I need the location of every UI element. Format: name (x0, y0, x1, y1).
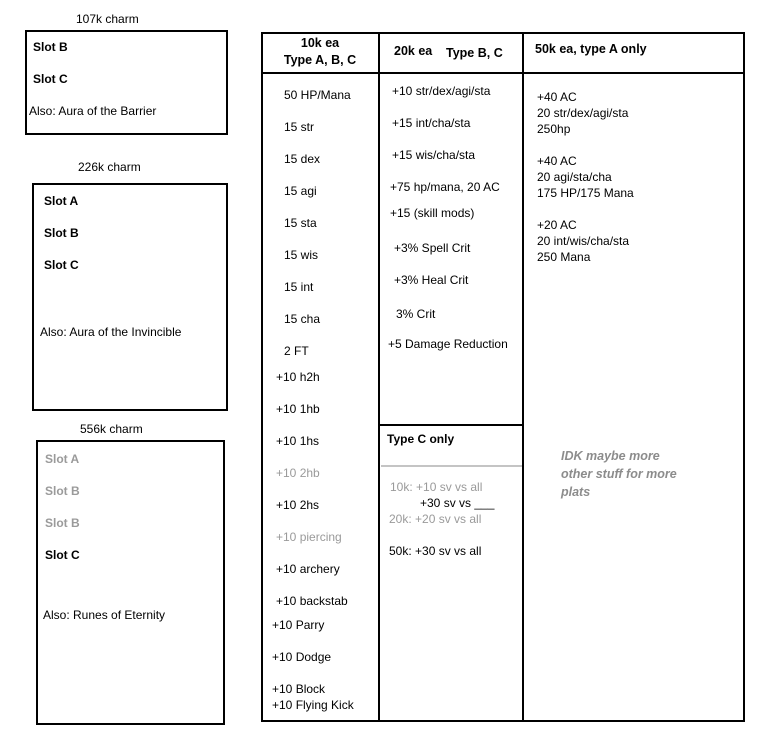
stat-item: +10 h2h (276, 370, 320, 384)
slot-label: Slot A (44, 194, 79, 208)
col-10k-header-1: 10k ea (300, 36, 340, 50)
table-frame (261, 32, 745, 722)
typec-sub-line (381, 465, 522, 467)
stat-item: +10 2hs (276, 498, 320, 512)
typec-item: 10k: +10 sv vs all (390, 480, 483, 494)
typec-item: 20k: +20 sv vs all (389, 512, 482, 526)
aura-text: Also: Aura of the Barrier (29, 104, 157, 118)
bonus-line: 250 Mana (537, 250, 591, 264)
col-20k-header-2: Type B, C (446, 46, 503, 60)
stat-item: +10 Block (272, 682, 326, 696)
col-10k-header-2: Type A, B, C (283, 53, 357, 67)
stat-item: +10 backstab (276, 594, 348, 608)
slot-label: Slot B (45, 484, 80, 498)
charm-box (32, 183, 228, 411)
stat-item: +15 wis/cha/sta (392, 148, 476, 162)
idk-note-line: other stuff for more (561, 467, 677, 481)
charm-title: 107k charm (76, 12, 139, 26)
bonus-line: 20 agi/sta/cha (537, 170, 612, 184)
stat-item: +10 1hs (276, 434, 320, 448)
charm-title: 556k charm (80, 422, 143, 436)
stat-item: 15 sta (284, 216, 317, 230)
stat-item: 15 int (284, 280, 314, 294)
slot-label: Slot C (45, 548, 80, 562)
col-20k-header-1: 20k ea (394, 44, 433, 58)
stat-item: 2 FT (284, 344, 309, 358)
stat-item: 3% Crit (396, 307, 436, 321)
typec-header: Type C only (387, 432, 455, 446)
stat-item: 15 agi (284, 184, 317, 198)
idk-note-line: IDK maybe more (561, 449, 660, 463)
stat-item: +10 Flying Kick (272, 698, 354, 712)
bonus-line: +40 AC (537, 90, 577, 104)
typec-item: +30 sv vs ___ (420, 496, 495, 510)
stat-item: +10 archery (276, 562, 340, 576)
slot-label: Slot C (44, 258, 79, 272)
stat-item: +10 str/dex/agi/sta (392, 84, 491, 98)
header-divider (261, 72, 745, 74)
stat-item: +75 hp/mana, 20 AC (390, 180, 500, 194)
stat-item: +15 (skill mods) (390, 206, 475, 220)
bonus-line: +20 AC (537, 218, 577, 232)
stat-item: 15 dex (284, 152, 321, 166)
slot-label: Slot A (45, 452, 80, 466)
typec-top-line (379, 424, 523, 426)
stat-item: +3% Spell Crit (394, 241, 471, 255)
stat-item: 15 cha (284, 312, 321, 326)
stat-item: +3% Heal Crit (394, 273, 469, 287)
col-divider (522, 32, 524, 722)
bonus-line: 20 str/dex/agi/sta (537, 106, 629, 120)
slot-label: Slot B (44, 226, 79, 240)
slot-label: Slot B (33, 40, 68, 54)
stat-item: +10 1hb (276, 402, 320, 416)
stat-item: +10 piercing (276, 530, 342, 544)
stat-item: +10 2hb (276, 466, 320, 480)
stat-item: 15 wis (284, 248, 319, 262)
slot-label: Slot B (45, 516, 80, 530)
charm-title: 226k charm (78, 160, 141, 174)
stat-item: +10 Parry (272, 618, 325, 632)
bonus-line: +40 AC (537, 154, 577, 168)
stat-item: +15 int/cha/sta (392, 116, 471, 130)
stat-item: 50 HP/Mana (284, 88, 351, 102)
aura-text: Also: Runes of Eternity (43, 608, 166, 622)
stat-item: +10 Dodge (272, 650, 332, 664)
stat-item: +5 Damage Reduction (388, 337, 508, 351)
col-divider (378, 32, 380, 722)
col-50k-header: 50k ea, type A only (535, 42, 647, 56)
aura-text: Also: Aura of the Invincible (40, 325, 182, 339)
charm-box (36, 440, 225, 725)
bonus-line: 175 HP/175 Mana (537, 186, 634, 200)
stat-item: 15 str (284, 120, 315, 134)
charm-box (25, 30, 228, 135)
slot-label: Slot C (33, 72, 68, 86)
bonus-line: 20 int/wis/cha/sta (537, 234, 630, 248)
bonus-line: 250hp (537, 122, 571, 136)
typec-item: 50k: +30 sv vs all (389, 544, 482, 558)
idk-note-line: plats (561, 485, 591, 499)
